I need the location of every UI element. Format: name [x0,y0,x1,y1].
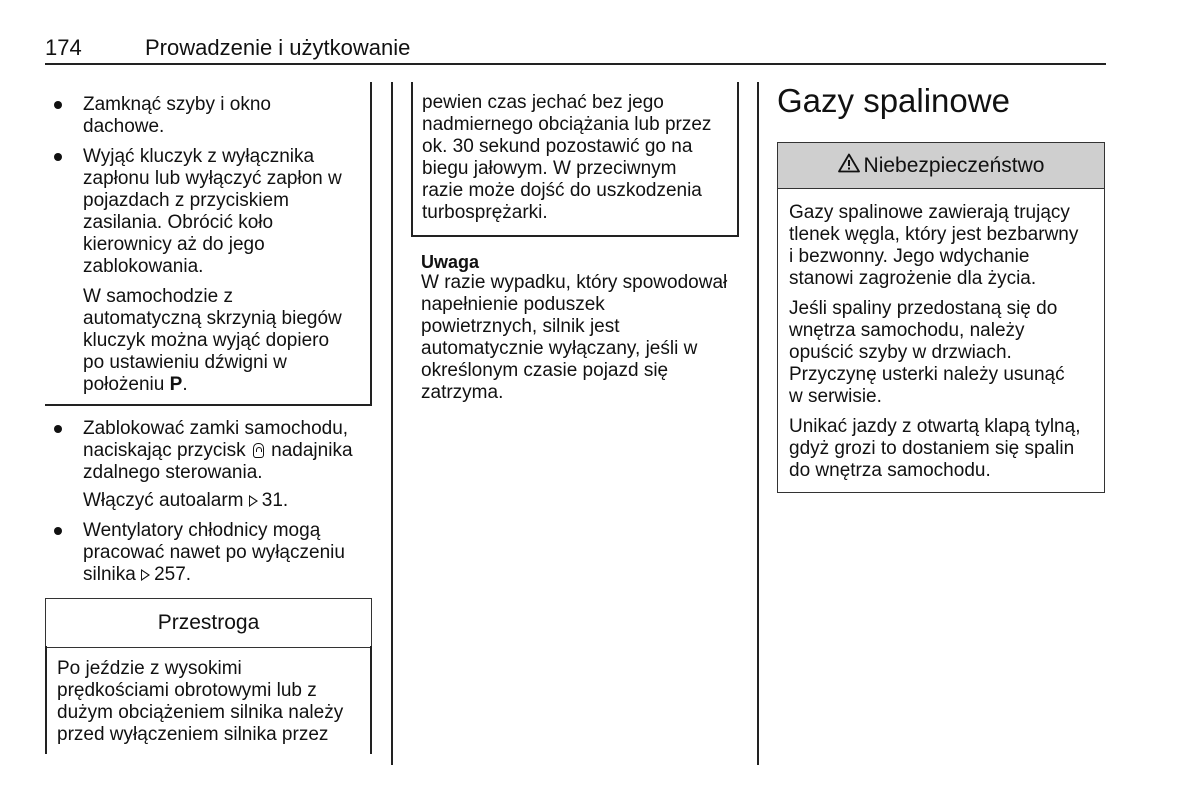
text-line: kluczyk można wyjąć dopiero [83,330,330,351]
text-line: razie może dojść do uszkodzenia [422,180,702,201]
text-line: zasilania. Obrócić koło [83,212,274,233]
caution-cont-left-edge [411,82,413,236]
danger-paragraph [789,202,1078,290]
bracket-right-edge [370,82,372,406]
alarm-line [83,490,288,512]
running-title: Prowadzenie i użytkowanie [145,35,411,60]
text-line: i bezwonny. Jego wdychanie [789,246,1030,267]
bracket-bottom-edge [45,404,372,406]
text-line: nadmiernego obciążania lub przez [422,114,712,135]
page-number: 174 [45,35,82,60]
caution-body [57,658,343,746]
danger-heading [777,142,1105,189]
text-line: Gazy spalinowe zawierają trujący [789,202,1070,223]
text-line: gdyż grozi to dostaniem się spalin [789,438,1075,459]
list-item [83,146,342,278]
text-span: Włączyć autoalarm [83,490,249,511]
text-line: określonym czasie pojazd się [421,360,669,381]
gear-position-p: P [169,374,183,395]
text-line: zdalnego sterowania. [83,462,263,483]
text-line: Zablokować zamki samochodu, [83,418,349,439]
text-line: ok. 30 sekund pozostawić go na [422,136,693,157]
text-line: kierownicy aż do jego [83,234,265,255]
text-line [83,440,353,462]
header-rule [45,63,1106,65]
text-line [83,564,345,586]
reference-arrow-icon [141,569,150,581]
bullet [54,527,62,535]
text-line: Jeśli spaliny przedostaną się do [789,298,1058,319]
text-line: pojazdach z przyciskiem [83,190,289,211]
caution-cont-right-edge [737,82,739,236]
note-body [421,272,727,404]
text-line: automatycznie wyłączany, jeśli w [421,338,698,359]
text-line: zatrzyma. [421,382,504,403]
key-lock-icon [253,443,264,458]
text-line: dużym obciążeniem silnika należy [57,702,344,723]
automatic-transmission-note [83,286,342,396]
text-span: . [182,374,188,395]
text-span: nadajnika [265,440,353,461]
warning-triangle-icon [838,153,860,178]
column-divider-2 [757,82,759,765]
text-line: wnętrza samochodu, należy [789,320,1025,341]
text-line: opuścić szyby w drzwiach. [789,342,1012,363]
bullet [54,101,62,109]
text-line: Zamknąć szyby i okno [83,94,271,115]
caution-heading: Przestroga [45,598,372,648]
text-line: Przyczynę usterki należy usunąć [789,364,1065,385]
list-item [83,418,353,484]
page-reference[interactable]: 31. [261,490,289,511]
text-line: Unikać jazdy z otwartą klapą tylną, [789,416,1081,437]
text-line: pewien czas jechać bez jego [422,92,664,113]
text-line: zablokowania. [83,256,204,277]
text-line: W samochodzie z [83,286,233,307]
text-line: do wnętrza samochodu. [789,460,991,481]
list-item [83,94,271,138]
page-reference[interactable]: 257. [154,564,192,585]
caution-cont-bottom-edge [411,235,739,237]
list-item [83,520,345,586]
reference-arrow-icon [249,495,258,507]
danger-paragraph [789,298,1065,408]
text-line: pracować nawet po wyłączeniu [83,542,345,563]
text-span: położeniu [83,374,170,395]
text-line [83,374,342,396]
bullet [54,153,62,161]
text-line: przed wyłączeniem silnika przez [57,724,329,745]
text-line: turbosprężarki. [422,202,548,223]
text-line: powietrznych, silnik jest [421,316,620,337]
caution-left-edge [45,646,47,754]
text-line: stanowi zagrożenie dla życia. [789,268,1037,289]
text-line: prędkościami obrotowymi lub z [57,680,317,701]
note-heading: Uwaga [421,252,480,272]
column-divider-1 [391,82,393,765]
text-line: W razie wypadku, który spowodował [421,272,728,293]
danger-title: Niebezpieczeństwo [863,153,1045,177]
text-line: Po jeździe z wysokimi [57,658,242,679]
text-span: naciskając przycisk [83,440,251,461]
text-span: silnika [83,564,142,585]
text-line: biegu jałowym. W przeciwnym [422,158,677,179]
text-line: Wyjąć kluczyk z wyłącznika [83,146,315,167]
text-line: po ustawieniu dźwigni w [83,352,287,373]
text-line: napełnienie poduszek [421,294,605,315]
caution-continued-body [422,92,711,224]
section-heading: Gazy spalinowe [777,82,1010,119]
text-line: Wentylatory chłodnicy mogą [83,520,321,541]
bullet [54,425,62,433]
text-line: w serwisie. [789,386,882,407]
text-line: dachowe. [83,116,165,137]
text-line: zapłonu lub wyłączyć zapłon w [83,168,342,189]
caution-right-edge [370,646,372,754]
text-line: automatyczną skrzynią biegów [83,308,342,329]
danger-paragraph [789,416,1080,482]
text-line: tlenek węgla, który jest bezbarwny [789,224,1079,245]
